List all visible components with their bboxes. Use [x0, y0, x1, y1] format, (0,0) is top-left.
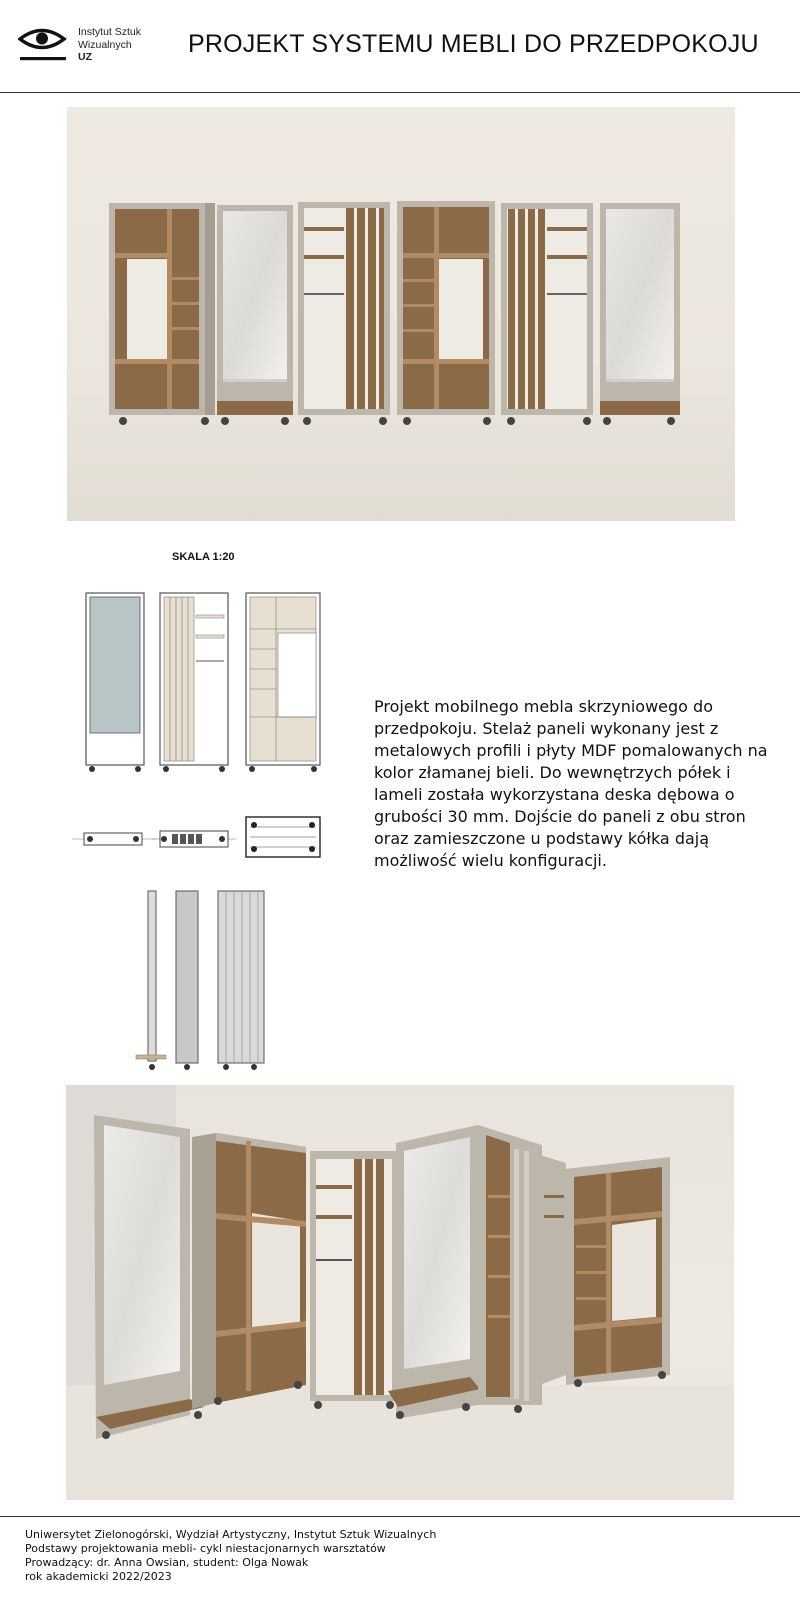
eye-icon	[18, 24, 70, 64]
institute-logo	[18, 24, 158, 68]
plan-lamella-panel	[152, 831, 236, 847]
project-description: Projekt mobilnego mebla skrzyniowego do przedpokoju. Stelaż paneli wykonany jest z metalowych profili i płyty MDF pomalowanych na kolor złamanej bieli. Do wewnętrzych półek i lameli została wykorzystana deska dębowa o grubości 30 mm. Dojście do paneli z obu stron oraz zamieszczone u podstawy kółka dają możliwość wielu konfiguracji.	[374, 697, 768, 870]
page-header	[0, 0, 800, 93]
footer-line-4: rok akademicki 2022/2023	[25, 1570, 172, 1583]
footer-line-1: Uniwersytet Zielonogórski, Wydział Artystyczny, Instytut Sztuk Wizualnych	[25, 1528, 437, 1541]
logo-line-3: UZ	[78, 51, 92, 63]
plan-mirror-panel	[72, 833, 156, 845]
page-footer	[25, 1528, 436, 1584]
side-view-lamella-panel	[176, 891, 198, 1070]
elevation-lamella-panel	[160, 593, 228, 772]
logo-line-1: Instytut Sztuk	[78, 26, 142, 38]
plan-shelf-panel	[246, 817, 320, 857]
side-view-shelf-panel	[218, 891, 264, 1070]
technical-drawings	[60, 585, 400, 1095]
footer-divider	[0, 1516, 800, 1517]
footer-line-2: Podstawy projektowania mebli- cykl niestacjonarnych warsztatów	[25, 1542, 386, 1555]
page-title: PROJEKT SYSTEMU MEBLI DO PRZEDPOKOJU	[188, 30, 759, 58]
render-configuration-view	[66, 1085, 734, 1500]
logo-line-2: Wizualnych	[78, 38, 132, 51]
elevation-shelf-panel	[246, 593, 320, 772]
render-front-view	[67, 107, 735, 521]
side-view-mirror-panel	[136, 891, 166, 1070]
footer-line-3: Prowadzący: dr. Anna Owsian, student: Olga Nowak	[25, 1556, 309, 1569]
elevation-mirror-panel	[86, 593, 144, 772]
scale-label: SKALA 1:20	[172, 551, 235, 563]
logo-text	[78, 26, 141, 64]
